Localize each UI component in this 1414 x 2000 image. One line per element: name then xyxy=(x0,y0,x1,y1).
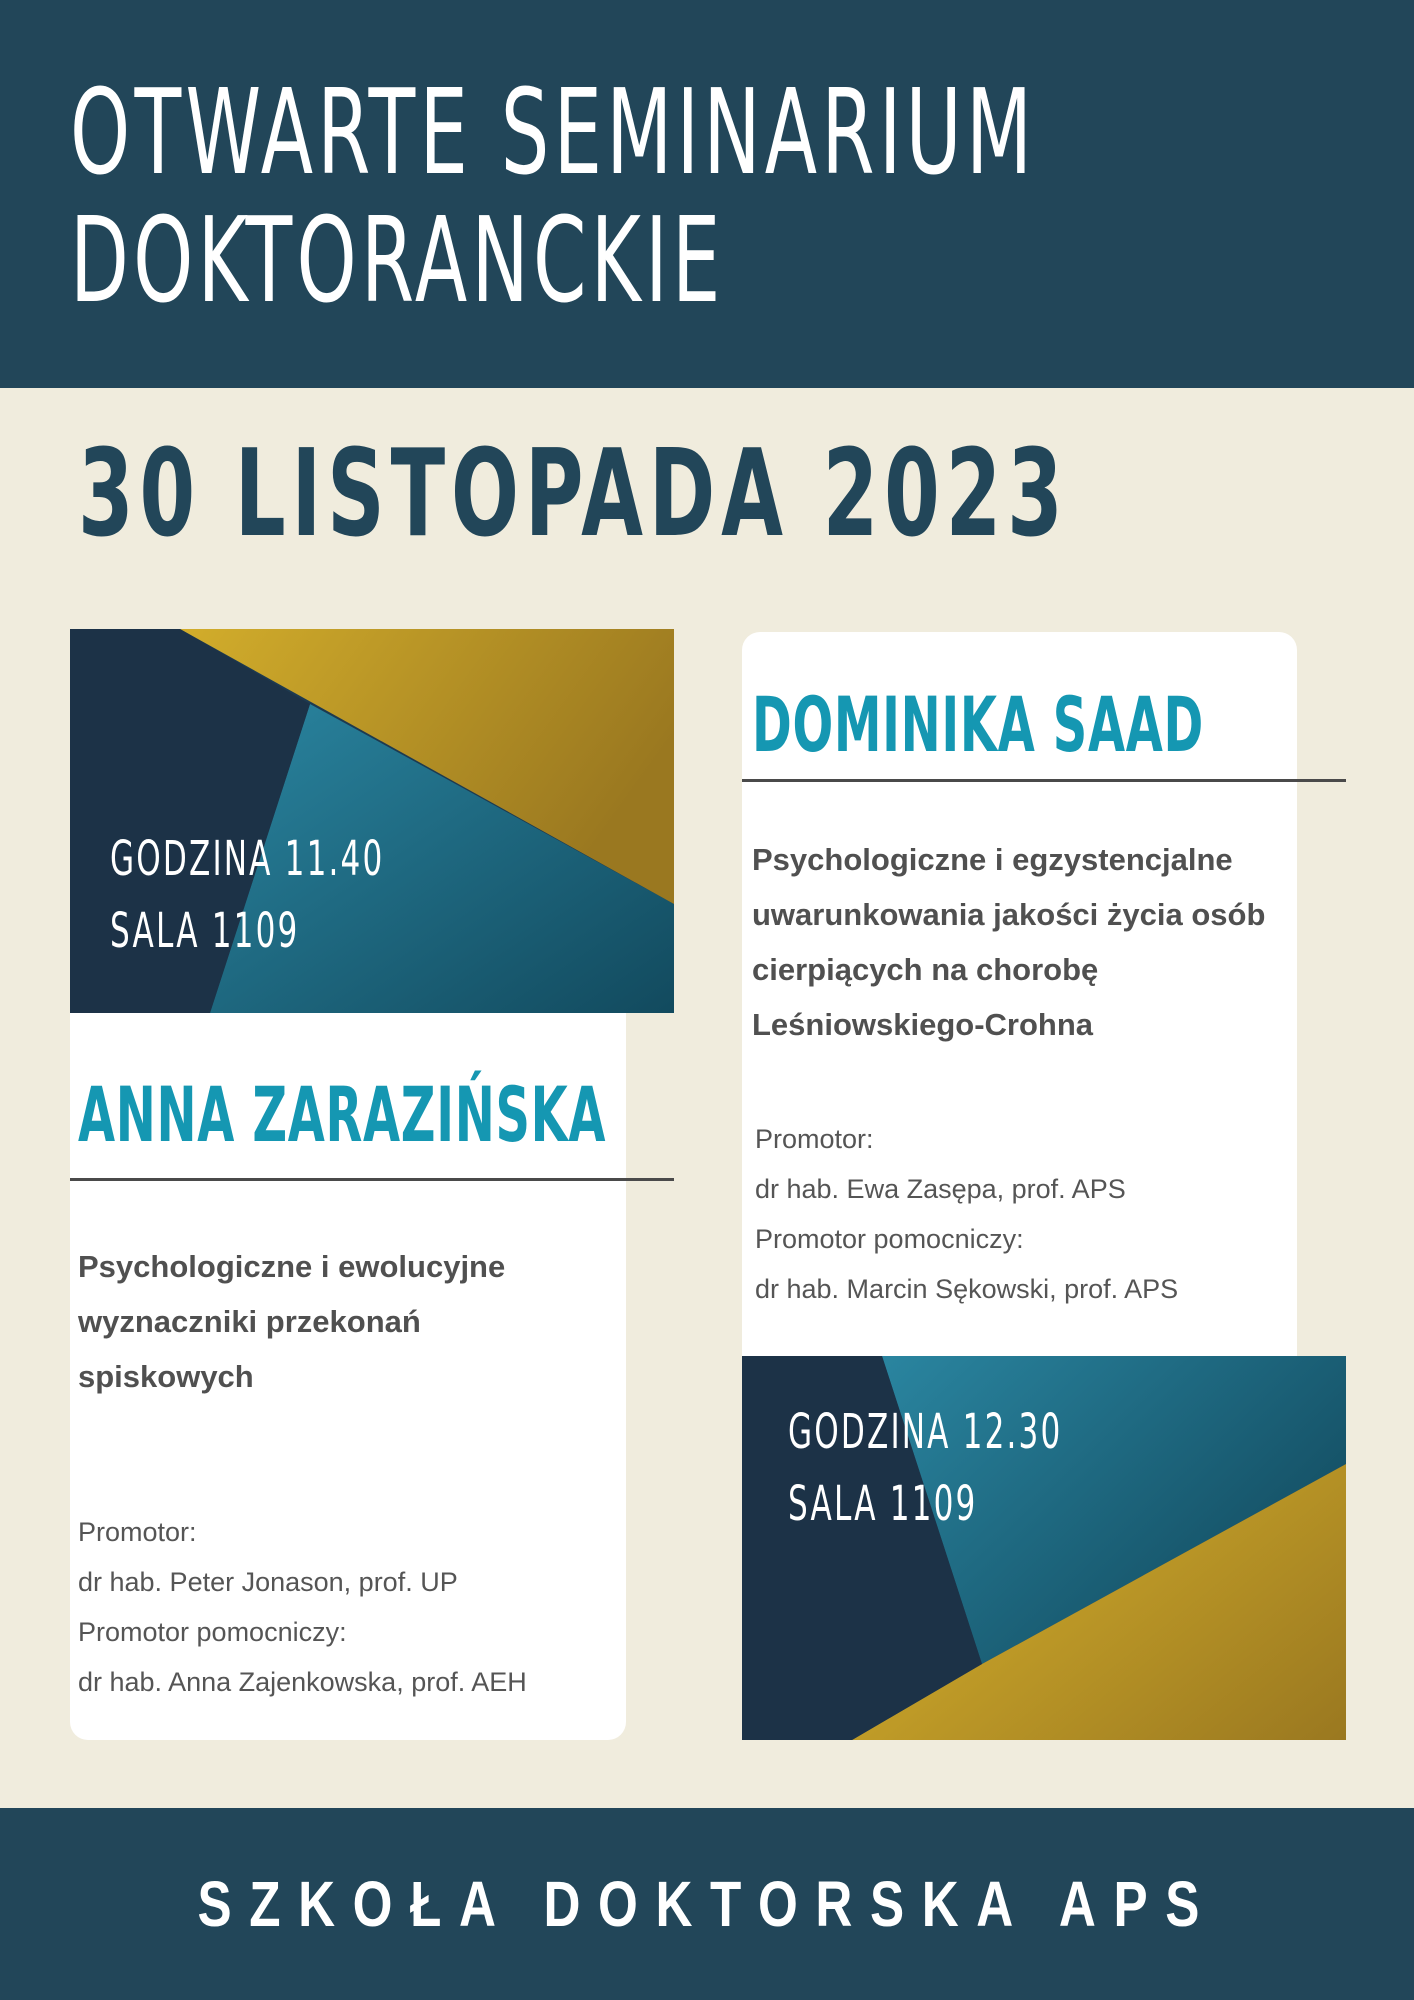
time-right: GODZINA 12.30 xyxy=(788,1404,1063,1460)
supervisor-left: dr hab. Peter Jonason, prof. UP xyxy=(78,1567,458,1597)
speaker-name-left: ANNA ZARAZIŃSKA xyxy=(78,1070,607,1159)
event-date: 30 LISTOPADA 2023 xyxy=(78,425,1069,564)
supervisors-right xyxy=(755,1114,1178,1314)
supervisor-label-left: Promotor: xyxy=(78,1517,197,1547)
speaker-name-right: DOMINIKA SAAD xyxy=(752,680,1204,769)
time-room-left xyxy=(110,823,384,967)
supervisor-label-right: Promotor: xyxy=(755,1124,874,1154)
talk-time-panel-right xyxy=(742,1356,1346,1740)
talk-time-panel-left xyxy=(70,629,674,1013)
footer-banner xyxy=(0,1808,1414,2000)
talk-topic-left: Psychologiczne i ewolucyjne wyznaczniki przekonań spiskowych xyxy=(78,1249,506,1394)
supervisor-right: dr hab. Ewa Zasępa, prof. APS xyxy=(755,1174,1126,1204)
organizer-name xyxy=(0,1864,1414,1944)
organizer-name-text: SZKOŁA DOKTORSKA APS xyxy=(197,1868,1217,1940)
room-left: SALA 1109 xyxy=(110,903,300,959)
room-right: SALA 1109 xyxy=(788,1476,978,1532)
event-title-line-1: OTWARTE SEMINARIUM xyxy=(70,63,1037,201)
talk-topic-right: Psychologiczne i egzystencjalne uwarunkowania jakości życia osób cierpiących na chorobę Leśniowskiego-Crohna xyxy=(752,842,1266,1042)
time-room-right xyxy=(788,1396,1062,1540)
event-title-line-2: DOKTORANCKIE xyxy=(70,191,725,329)
divider-left xyxy=(70,1178,674,1181)
assistant-supervisor-label-left: Promotor pomocniczy: xyxy=(78,1617,347,1647)
assistant-supervisor-right: dr hab. Marcin Sękowski, prof. APS xyxy=(755,1274,1179,1304)
supervisors-left xyxy=(78,1507,527,1707)
time-left: GODZINA 11.40 xyxy=(110,831,385,887)
assistant-supervisor-label-right: Promotor pomocniczy: xyxy=(755,1224,1024,1254)
divider-right xyxy=(742,779,1346,782)
header-banner xyxy=(0,0,1414,388)
assistant-supervisor-left: dr hab. Anna Zajenkowska, prof. AEH xyxy=(78,1667,527,1697)
event-title xyxy=(70,63,1037,329)
